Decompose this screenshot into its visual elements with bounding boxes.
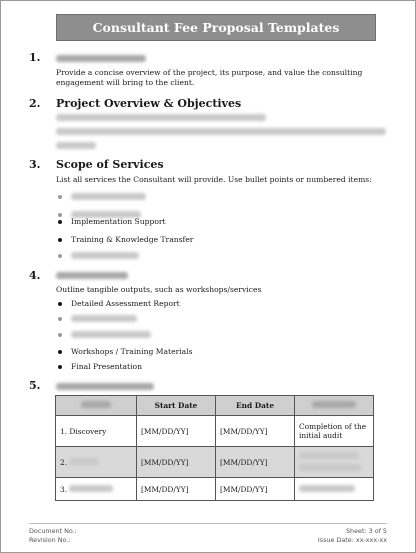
section-2-body-redacted <box>56 114 386 152</box>
scope-bullet-1 <box>56 193 146 200</box>
deliverable-bullet-4: Workshops / Training Materials <box>56 347 193 356</box>
section-1-body: Provide a concise overview of the project, its purpose, and value the consulting engagement will bring to the client. <box>56 68 363 87</box>
bullet-icon <box>58 213 62 217</box>
section-5-title-redacted <box>56 380 154 393</box>
bullet-icon <box>58 220 62 224</box>
bullet-icon <box>58 238 62 242</box>
section-4-title-redacted <box>56 269 128 282</box>
table-header-row <box>56 396 374 416</box>
bullet-icon <box>58 302 62 306</box>
cell-start: [MM/DD/YY] <box>137 447 216 478</box>
col-header-phase <box>56 396 137 416</box>
deliverable-bullet-3 <box>56 331 151 338</box>
section-3-intro: List all services the Consultant will provide. Use bullet points or numbered items: <box>56 175 372 184</box>
footer-revision-no: Revision No.: <box>29 536 71 544</box>
footer-sheet: Sheet: 3 of 5 <box>345 527 387 535</box>
cell-end: [MM/DD/YY] <box>216 416 295 447</box>
deliverable-bullet-2 <box>56 315 137 322</box>
col-header-milestone <box>295 396 374 416</box>
section-3-number: 3. <box>29 158 41 171</box>
scope-bullet-3-row: Implementation Support <box>56 217 166 226</box>
scope-bullet-5 <box>56 252 139 259</box>
section-5-number: 5. <box>29 379 41 392</box>
cell-start: [MM/DD/YY] <box>137 416 216 447</box>
bullet-icon <box>58 254 62 258</box>
deliverable-bullet-5: Final Presentation <box>56 362 142 371</box>
cell-phase: 2. <box>56 447 137 478</box>
bullet-icon <box>58 195 62 199</box>
bullet-icon <box>58 333 62 337</box>
deliverable-bullet-1: Detailed Assessment Report <box>56 299 180 308</box>
bullet-icon <box>58 365 62 369</box>
document-title-banner <box>56 14 376 41</box>
col-header-start-date: Start Date <box>137 396 216 416</box>
section-1-title-redacted <box>56 52 146 65</box>
section-3-title: Scope of Services <box>56 158 164 171</box>
bullet-icon <box>58 350 62 354</box>
cell-phase: 3. <box>56 478 137 501</box>
section-2-number: 2. <box>29 97 41 110</box>
cell-milestone: Completion of the initial audit <box>295 416 374 447</box>
col-header-end-date: End Date <box>216 396 295 416</box>
cell-phase: 1. Discovery <box>56 416 137 447</box>
footer-document-no: Document No.: <box>29 527 77 535</box>
bullet-icon <box>58 317 62 321</box>
section-1-number: 1. <box>29 51 41 64</box>
table-row <box>56 478 374 501</box>
page-footer <box>29 523 387 544</box>
cell-end: [MM/DD/YY] <box>216 447 295 478</box>
table-row <box>56 447 374 478</box>
cell-milestone-redacted <box>295 447 374 478</box>
table-row <box>56 416 374 447</box>
timeline-table <box>55 395 374 501</box>
section-2-title: Project Overview & Objectives <box>56 97 242 110</box>
footer-issue-date: Issue Date: xx-xxx-xx <box>317 536 387 544</box>
cell-end: [MM/DD/YY] <box>216 478 295 501</box>
section-4-intro: Outline tangible outputs, such as workshops/services <box>56 285 262 294</box>
scope-bullet-4: Training & Knowledge Transfer <box>56 235 193 244</box>
document-title: Consultant Fee Proposal Templates <box>92 20 340 35</box>
cell-milestone-redacted <box>295 478 374 501</box>
section-4-number: 4. <box>29 269 41 282</box>
cell-start: [MM/DD/YY] <box>137 478 216 501</box>
